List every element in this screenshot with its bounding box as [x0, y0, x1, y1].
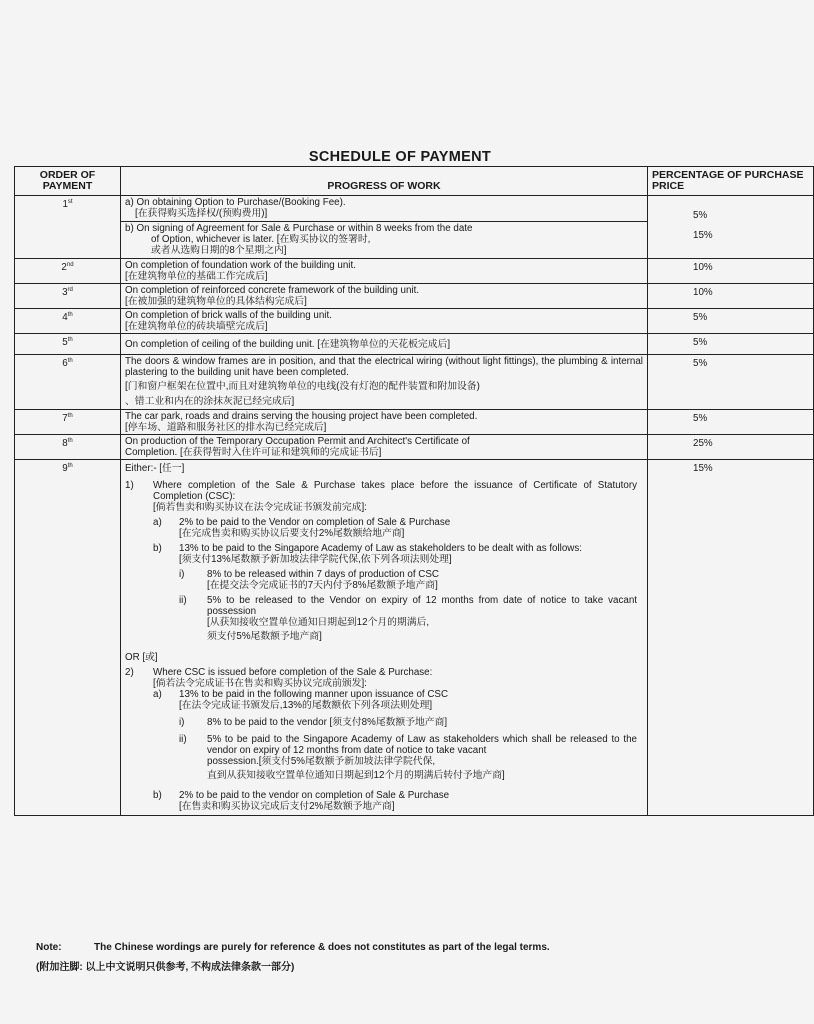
order-number: 6th — [62, 358, 73, 369]
header-percentage-label: PERCENTAGE OF PURCHASE PRICE — [652, 169, 804, 192]
order-number: 5th — [62, 337, 73, 348]
percentage-value: 15% — [693, 230, 713, 241]
header-order — [15, 167, 121, 196]
table-row — [15, 196, 814, 259]
percentage-value: 10% — [693, 287, 713, 298]
header-order-label: ORDER OF PAYMENT — [39, 169, 96, 192]
or-label: OR [或] — [125, 652, 158, 663]
header-percentage — [648, 167, 814, 196]
table-row — [15, 460, 814, 816]
order-number: 9th — [62, 463, 73, 474]
percentage-value: 5% — [693, 337, 708, 348]
percentage-value: 5% — [693, 358, 708, 369]
order-number: 8th — [62, 438, 73, 449]
payment-schedule-table — [14, 166, 814, 816]
percentage-value: 15% — [693, 463, 713, 474]
table-header-row — [15, 167, 814, 196]
order-number: 2nd — [61, 262, 74, 273]
table-row: 3rd On completion of reinforced concrete framework of the building unit. [在被加强的建筑物单位的具体结构完成后] 10% — [15, 284, 814, 309]
table-row: 4th On completion of brick walls of the building unit. [在建筑物单位的砖块墙壁完成后] 5% — [15, 309, 814, 334]
footnote-text: The Chinese wordings are purely for reference & does not constitutes as part of the legal terms. — [94, 942, 550, 953]
header-progress-label: PROGRESS OF WORK — [327, 180, 441, 192]
footnote-chinese: (附加注脚: 以上中文说明只供参考, 不构成法律条款一部分) — [36, 962, 295, 973]
percentage-value: 5% — [693, 210, 708, 221]
table-row: 2nd On completion of foundation work of the building unit. [在建筑物单位的基础工作完成后] 10% — [15, 259, 814, 284]
table-row: 7th The car park, roads and drains serving the housing project have been completed. [停车场、道路和服务社区的排水沟已经完成后] 5% — [15, 410, 814, 435]
option-1: 1) Where completion of the Sale & Purchase takes place before the issuance of Certificate of Statutory Completion (CSC): [倘若售卖和购买协议在法令完成证书颁发前完成]: a) 2% to be paid to the Vendor on completion of Sale & Purchase [在完成售卖和购买协议后要支付2%尾数额给地产商] b) 13% to be paid to the Singapore Academy of Law as stakeholders to be dealt with as follows: [须支付13%尾数额予新加坡法律学院代保,依下列各项法则处理] i) 8% to be released within 7 days of production of CSC [在提交法令完成证书的7天内付予8%尾数额予地产商] ii) 5% to be released to the Vendor on expiry of 12 months from date of notice to take vacant possession [从获知接收空置单位通知日期起到12个月的期满后, 须支付5%尾数额予地产商] — [125, 480, 637, 642]
percentage-value: 10% — [693, 262, 713, 273]
order-number: 7th — [62, 413, 73, 424]
either-label: Either:- [任一] — [125, 463, 185, 474]
table-row: 6th The doors & window frames are in position, and that the electrical wiring (without light fittings), the plumbing & internal plastering to the building unit have been completed. [门和窗户框架在位置中,而且对建筑物单位的电线(没有灯泡的配件装置和附加设备) 、错工业和内在的涂抹灰泥已经完成后] 5% — [15, 355, 814, 410]
table-row: 5th On completion of ceiling of the building unit. [在建筑物单位的天花板完成后] 5% — [15, 334, 814, 355]
option-2: 2) Where CSC is issued before completion of the Sale & Purchase: [倘若法令完成证书在售卖和购买协议完成前颁发]: a) 13% to be paid in the following manner upon issuance of CSC [在法令完成证书颁发后,13%的尾数额依下列各项法则处理] i) 8% to be paid to the vendor [须支付8%尾数额予地产商] ii) 5% to be paid to the Singapore Academy of Law as stakeholders which shall be released to the vendor on expiry of 12 months from date of notice to take vacant possession.[须支付5%尾数额予新加坡法律学院代保, 直到从获知接收空置单位通知日期起到12个月的期满后转付予地产商] b) 2% to be paid to the vendor on completion of Sale & Purchase [在售卖和购买协议完成后支付2%尾数额予地产商] — [125, 667, 637, 812]
header-progress — [121, 167, 648, 196]
order-number: 3rd — [62, 287, 73, 298]
order-number: 1st — [62, 199, 73, 210]
percentage-value: 25% — [693, 438, 713, 449]
order-number: 4th — [62, 312, 73, 323]
percentage-value: 5% — [693, 312, 708, 323]
page-title: SCHEDULE OF PAYMENT — [308, 149, 492, 165]
row-1b: b) On signing of Agreement for Sale & Purchase or within 8 weeks from the date of Option, whichever is later. [在购买协议的签署时, 或者从选购日期的8个星期之内] — [125, 223, 473, 256]
percentage-value: 5% — [693, 413, 708, 424]
row-1a: a) On obtaining Option to Purchase/(Booking Fee). [在获得购买选择权/(预购费用)] — [121, 196, 647, 222]
footnote-label: Note: — [36, 942, 62, 953]
table-row: 8th On production of the Temporary Occupation Permit and Architect's Certificate of Completion. [在获得暂时入住许可证和建筑师的完成证书后] 25% — [15, 435, 814, 460]
footnote — [36, 942, 550, 953]
